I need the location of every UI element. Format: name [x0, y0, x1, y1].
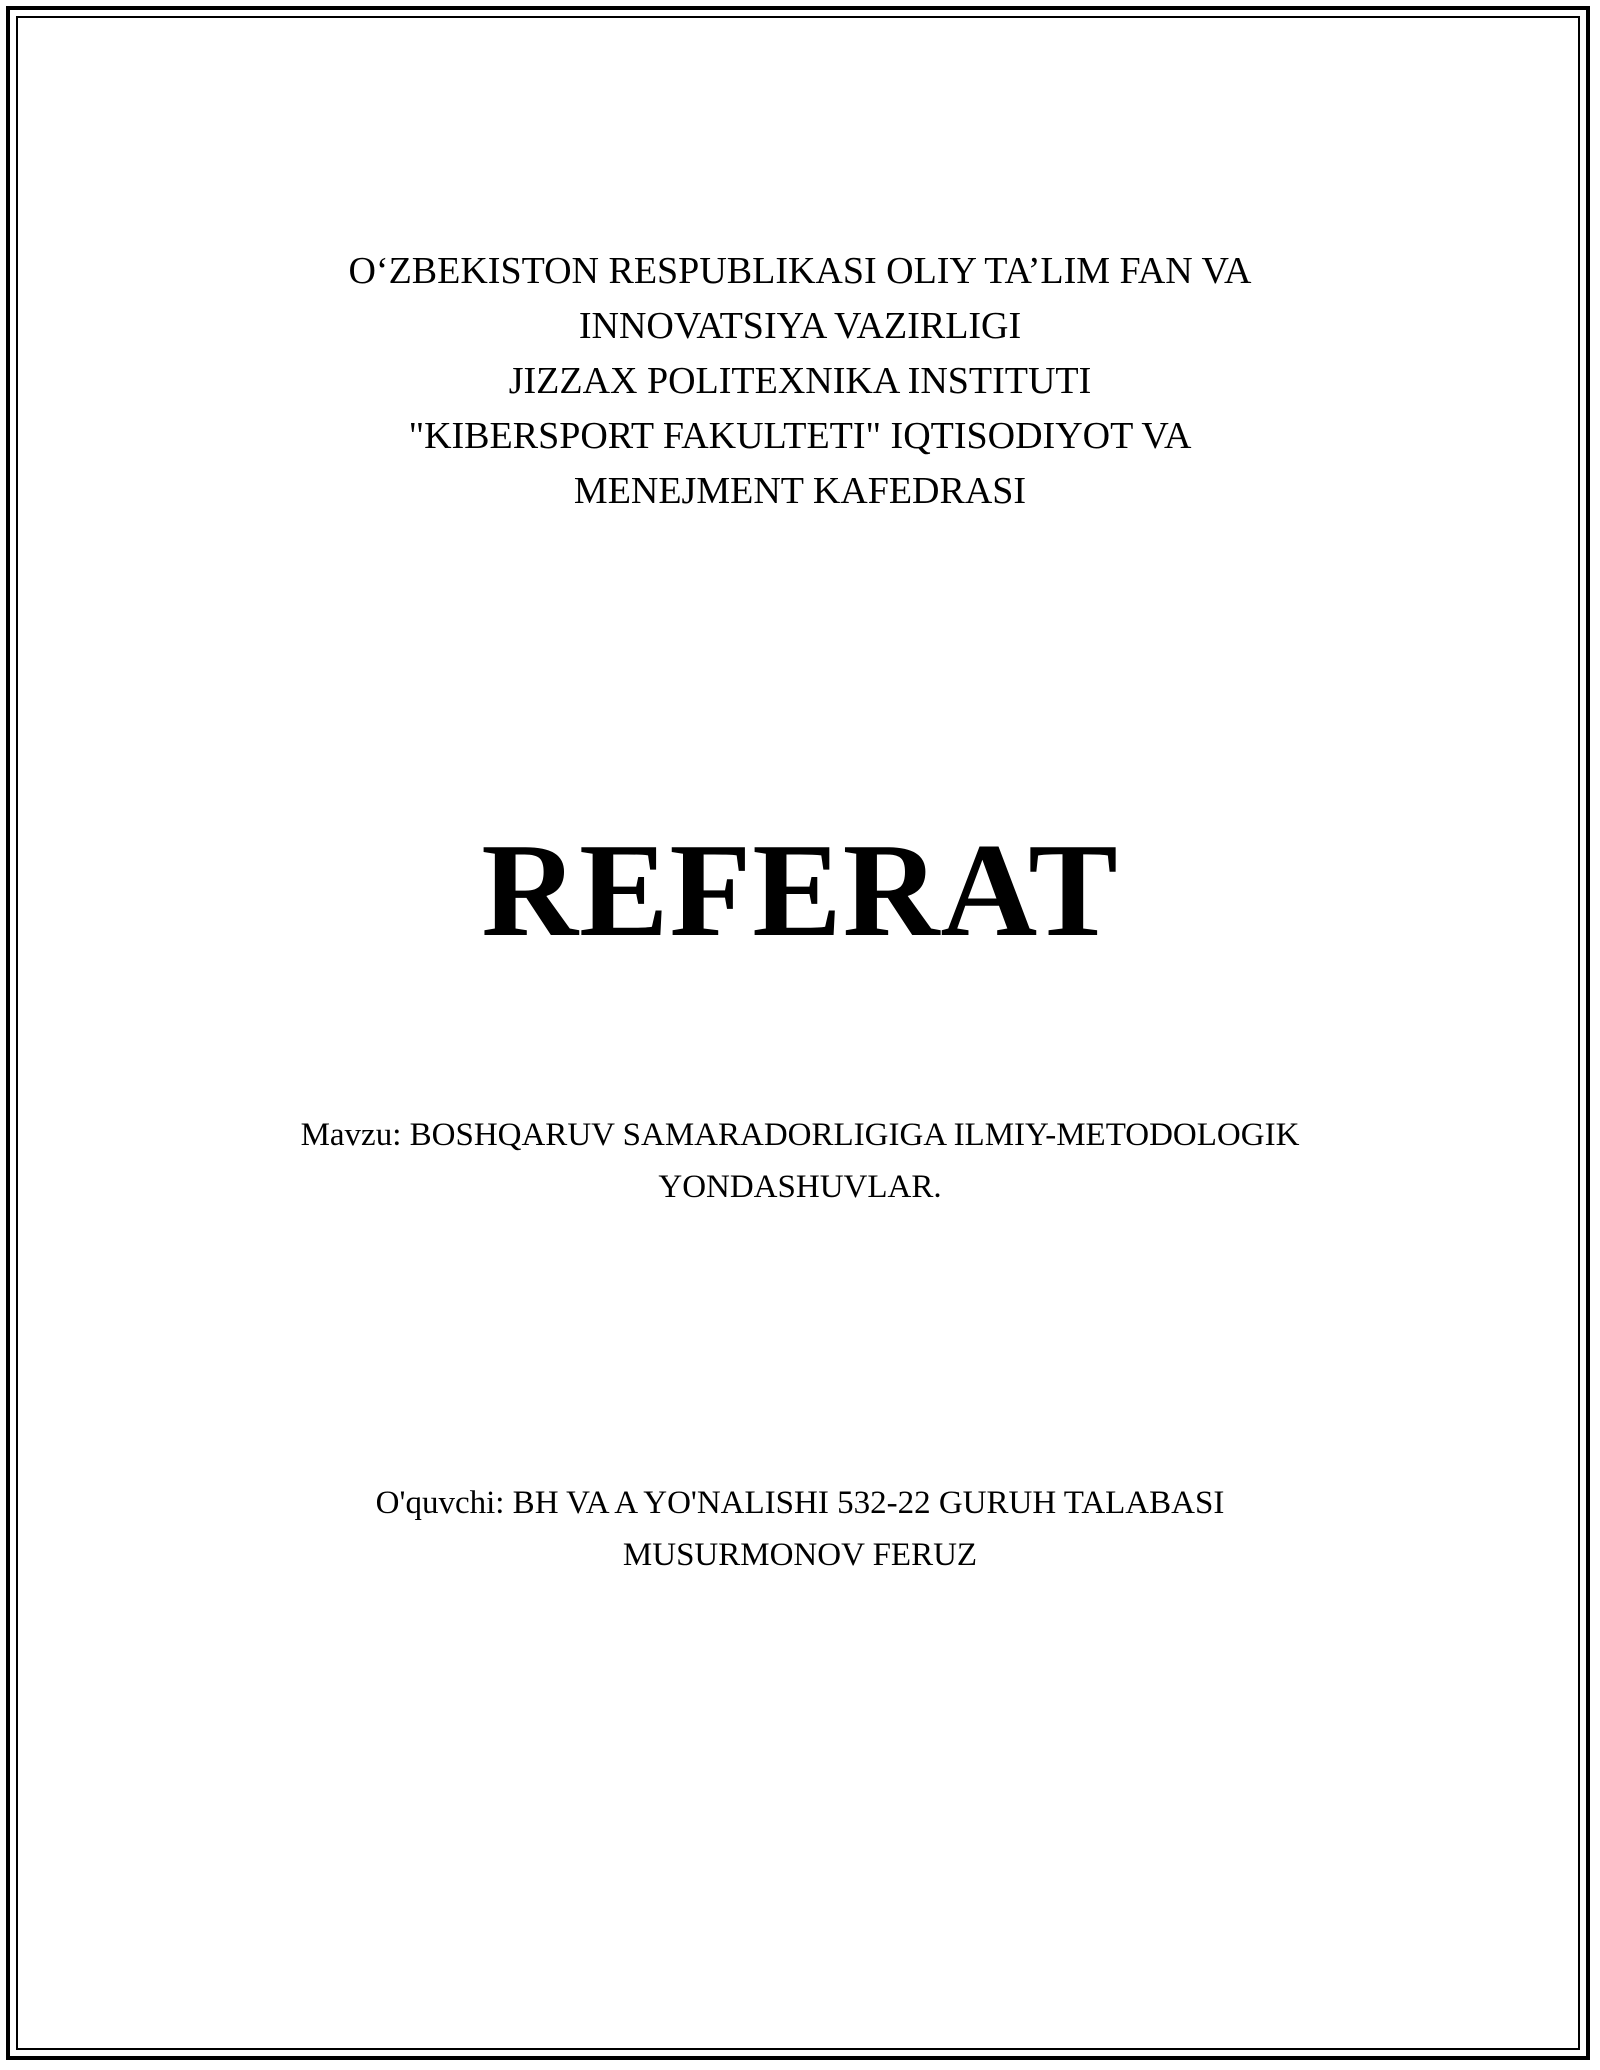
title-section — [0, 810, 1600, 970]
header-line-faculty: "KIBERSPORT FAKULTETI" IQTISODIYOT VA — [408, 415, 1192, 457]
topic-section — [0, 1109, 1600, 1213]
header-line-institute: JIZZAX POLITEXNIKA INSTITUTI — [508, 360, 1092, 402]
document-title: REFERAT — [481, 816, 1119, 964]
student-line-name: MUSURMONOV FERUZ — [622, 1537, 978, 1573]
header-line-ministry-1: O‘ZBEKISTON RESPUBLIKASI OLIY TA’LIM FAN VA — [348, 250, 1252, 292]
student-line-group: O'quvchi: BH VA A YO'NALISHI 532-22 GURUH TALABASI — [375, 1485, 1225, 1521]
institution-header — [0, 244, 1600, 519]
header-line-ministry-2: INNOVATSIYA VAZIRLIGI — [578, 305, 1022, 347]
student-section — [0, 1477, 1600, 1581]
header-line-department: MENEJMENT KAFEDRASI — [573, 470, 1027, 512]
topic-line-2: YONDASHUVLAR. — [658, 1169, 942, 1205]
topic-line-1: Mavzu: BOSHQARUV SAMARADORLIGIGA ILMIY-METODOLOGIK — [300, 1117, 1300, 1153]
